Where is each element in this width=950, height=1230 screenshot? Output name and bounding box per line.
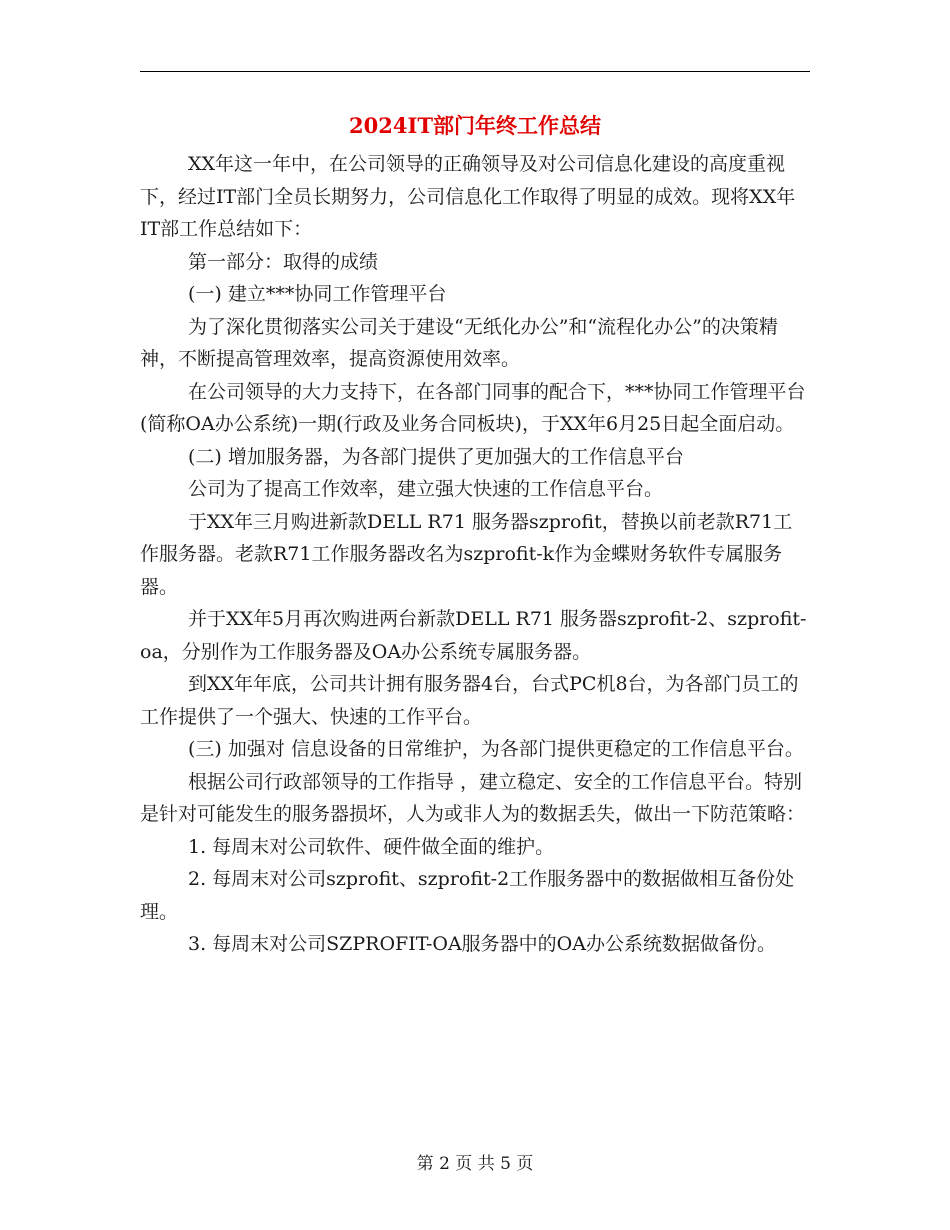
- document-body: [140, 148, 810, 961]
- list-item: 1. 每周末对公司软件、硬件做全面的维护。: [188, 835, 555, 858]
- paragraph: 于XX年三月购进新款DELL R71 服务器szprofit，替换以前老款R71工作服务器。老款R71工作服务器改名为szprofit-k作为金蝶财务软件专属服务器。: [140, 510, 793, 598]
- paragraph: 为了深化贯彻落实公司关于建设“无纸化办公”和“流程化办公”的决策精神，不断提高管理效率，提高资源使用效率。: [140, 315, 778, 370]
- section-heading: 第一部分：取得的成绩: [188, 250, 379, 273]
- subsection-heading: (二) 增加服务器，为各部门提供了更加强大的工作信息平台: [188, 445, 684, 468]
- paragraph: 并于XX年5月再次购进两台新款DELL R71 服务器szprofit-2、szprofit-oa，分别作为工作服务器及OA办公系统专属服务器。: [140, 608, 807, 663]
- paragraph: XX年这一年中，在公司领导的正确领导及对公司信息化建设的高度重视下，经过IT部门全员长期努力，公司信息化工作取得了明显的成效。现将XX年IT部工作总结如下：: [140, 153, 796, 240]
- paragraph: 公司为了提高工作效率，建立强大快速的工作信息平台。: [188, 478, 664, 500]
- subsection-heading: (三) 加强对 信息设备的日常维护，为各部门提供更稳定的工作信息平台。: [188, 738, 804, 760]
- list-item: 2. 每周末对公司szprofit、szprofit-2工作服务器中的数据做相互备份处理。: [140, 868, 795, 923]
- header-rule: [140, 71, 810, 72]
- paragraph: 根据公司行政部领导的工作指导 ，建立稳定、安全的工作信息平台。特别是针对可能发生的服务器损坏，人为或非人为的数据丢失，做出一下防范策略：: [140, 770, 806, 825]
- paragraph: 在公司领导的大力支持下，在各部门同事的配合下，***协同工作管理平台(简称OA办公系统)一期(行政及业务合同板块)，于XX年6月25日起全面启动。: [140, 380, 806, 435]
- paragraph: 到XX年年底，公司共计拥有服务器4台，台式PC机8台，为各部门员工的工作提供了一个强大、快速的工作平台。: [140, 673, 799, 728]
- page-number: 第 2 页 共 5 页: [416, 1154, 534, 1174]
- list-item: 3. 每周末对公司SZPROFIT-OA服务器中的OA办公系统数据做备份。: [188, 933, 776, 955]
- subsection-heading: (一) 建立***协同工作管理平台: [188, 283, 447, 305]
- document-title: 2024IT部门年终工作总结: [349, 113, 601, 138]
